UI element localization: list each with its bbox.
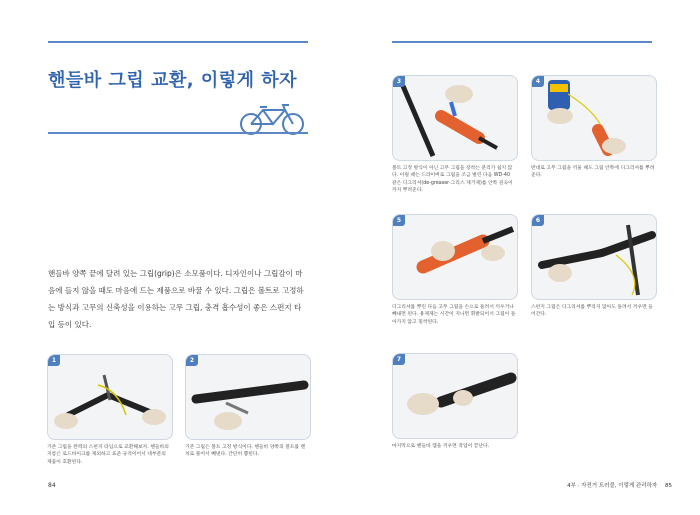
footer-chapter: 4부 · 자전거 트러블, 이렇게 관리하자: [567, 483, 658, 489]
step-2-caption: 기존 그립은 볼트 고정 방식이다. 핸들바 양쪽의 볼트를 렌치로 풀어서 빼낸다. 간단히 뽑힌다.: [185, 445, 306, 458]
step-6: [531, 214, 655, 319]
step-3: [392, 75, 516, 195]
step-5-number: 5: [393, 215, 405, 226]
step-6-caption: 스펀지 그립은 디그리셔를 뿌리지 않아도 돌려서 끼우면 들어간다.: [531, 305, 653, 318]
step-5-caption: 디그리셔를 뿌린 다음 고무 그립을 손으로 돌려서 끼우거나 빼내면 된다. 용제제는 시간이 지나면 휘발되어서 그립이 돌아가지 않고 밀착된다.: [392, 305, 516, 325]
step-4-photo: [531, 75, 657, 161]
step-1-number: 1: [48, 355, 60, 366]
step-4-caption: 반대로 고무 그립을 끼울 때도 그립 안쪽에 디그리셔를 뿌려준다.: [531, 166, 655, 179]
step-3-photo: [392, 75, 518, 161]
step-5: [392, 214, 516, 326]
running-footer: [567, 481, 672, 489]
step-2: [185, 354, 309, 459]
step-7-photo: [392, 353, 518, 439]
step-2-photo: [185, 354, 311, 440]
step-7-caption: 마지막으로 핸들바 캡을 끼우면 작업이 끝난다.: [392, 444, 490, 449]
right-page: [350, 0, 700, 515]
step-1-photo: [47, 354, 173, 440]
right-page-number: 85: [665, 483, 672, 489]
step-3-number: 3: [393, 76, 405, 87]
top-rule-right: [392, 41, 652, 43]
step-4: [531, 75, 655, 180]
step-3-caption: 볼트 고정 방식이 아닌 고무 그립을 장착는 분리가 쉽지 않다. 이럴 때는 드라이버로 그립을 조금 벌린 다음 WD-40 같은 디그리셔(de-greaser·그리스 제거제)를 안쪽 깊숙이까지 뿌려준다.: [392, 166, 513, 194]
top-rule: [48, 41, 308, 43]
step-7-number: 7: [393, 354, 405, 365]
page-title: 핸들바 그립 교환, 이렇게 하자: [48, 70, 298, 91]
step-4-number: 4: [532, 76, 544, 87]
step-1: [47, 354, 171, 466]
step-2-number: 2: [186, 355, 198, 366]
title-underline: [48, 132, 308, 134]
step-1-caption: 기존 그립을 완력의 스펀지 타입으로 교환해보자. 핸들바의 지름은 로드바이크를 제외하고 표준 규격이어서 대부분의 제품이 호환된다.: [47, 445, 169, 465]
step-6-number: 6: [532, 215, 544, 226]
step-6-photo: [531, 214, 657, 300]
intro-paragraph: 핸들바 양쪽 끝에 달려 있는 그립(grip)은 소모품이다. 디자인이나 그립감이 마음에 들지 않을 때도 마음에 드는 제품으로 바꿀 수 있다. 그립은 볼트로 고정하는 방식과 고무의 신축성을 이용하는 고무 그립, 충격 흡수성이 좋은 스펀지 타입 등이 있다.: [48, 269, 304, 329]
step-7: [392, 353, 516, 450]
step-5-photo: [392, 214, 518, 300]
left-page-number: 84: [48, 482, 56, 489]
